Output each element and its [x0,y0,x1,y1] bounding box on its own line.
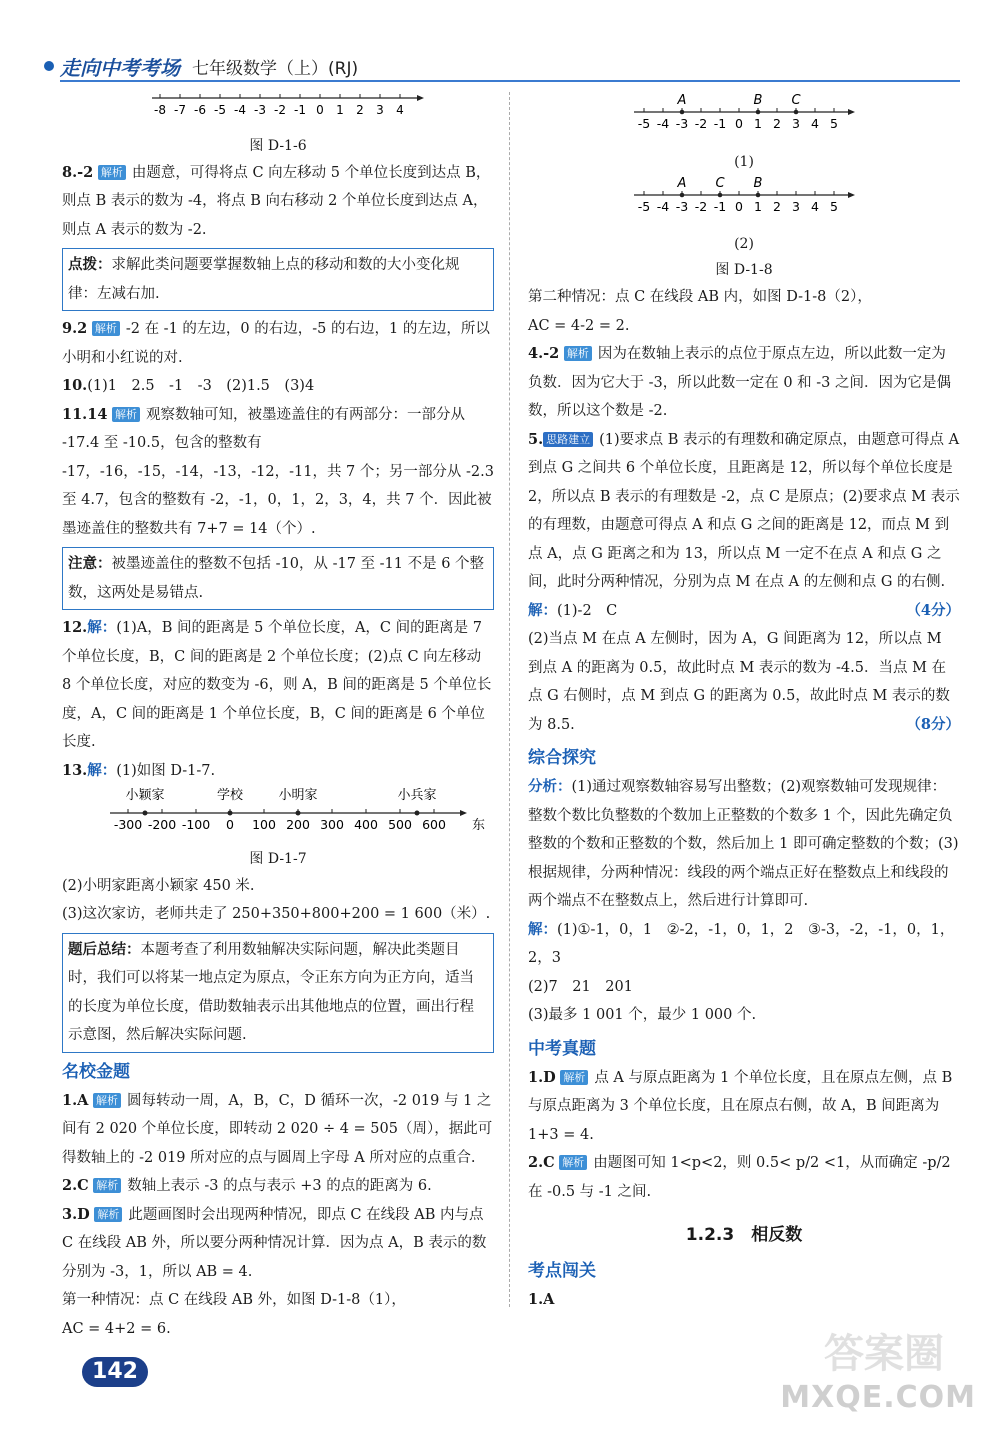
point [794,110,799,115]
tip-box [62,248,494,311]
number-line-d17 [62,785,494,835]
exam-answer-2: 2.C 解析 由题图可知 1<p<2，则 0.5< p/2 <1，从而确定 -p/2 在 -0.5 与 -1 之间. [528,1154,951,1200]
gold-answer-3-case2: 第二种情况：点 C 在线段 AB 内，如图 D-1-8（2）， [528,289,872,305]
section-heading-comprehensive: 综合探究 [528,748,596,768]
explore-analysis: 分析：(1)通过观察数轴容易写出整数；(2)观察数轴可发现规律：整数个数比负整数的个数加上正整数的个数多 1 个，因此先确定负整数的个数和正整数的个数，然后加上 1 即可确定整数的个数；(3)根据规律，分两种情况：线段的两个端点正好在整数点上和线段的两个端点不在整数点上，然后进行计算即可. [528,779,959,909]
section-heading-famous-school: 名校金题 [62,1061,130,1082]
tick-label: -1 [713,198,727,214]
east-label: 东 [472,818,486,833]
score-8: （8分） [906,715,960,733]
tick-label: -7 [174,103,186,117]
place-label: 小兵家 [397,788,437,803]
gold-answer-2: 2.C 解析 数轴上表示 -3 的点与表示 +3 的点的距离为 6. [62,1177,432,1194]
tick-label: 2 [773,198,781,214]
column-divider [509,92,510,1307]
analysis-tag: 解析 [93,1093,121,1108]
figure-caption-d17: 图 D-1-7 [249,850,307,867]
point [680,110,685,115]
bullet-icon [44,61,54,71]
tick-label: -3 [254,103,266,117]
tick-label: 1 [754,116,762,131]
tick-label: 4 [811,116,819,131]
tick-label: 300 [320,817,344,832]
tick-label: 0 [735,116,743,131]
tick-label: -3 [675,198,689,214]
answer-11: 11.14 解析 观察数轴可知，被墨迹盖住的有两部分：一部分从 -17.4 至 -10.5，包含的整数有 -17，-16，-15，-14，-13，-12，-11，共 7 个；另一部分从 -2.3 至 4.7，包含的整数有 -2，-1，0，1，2，3，4，共 7 个．因此被墨迹盖住的整数共有 7+7 = 14（个）. [62,405,494,537]
answer-12: 12.解：(1)A，B 间的距离是 5 个单位长度，A，C 间的距离是 7 个单位长度，B，C 间的距离是 2 个单位长度；(2)点 C 向左移动 8 个单位长度，对应的数变为 -6，则 A，B 间的距离是 5 个单位长度，A，C 间的距离是 1 个单位长度，B，C 间的距离是 6 个单位长度. [62,619,492,750]
tick-label: -6 [194,103,206,117]
point [718,192,723,197]
tick-label: 4 [811,198,819,214]
tick-label: -1 [294,103,306,117]
tick-label: 600 [422,817,446,832]
section-heading-checkpoint: 考点闯关 [528,1261,596,1281]
tick-label: -100 [181,817,211,832]
left-column [62,92,494,1343]
gold-answer-3-result2: AC = 4-2 = 2. [528,317,630,334]
tick-label: -4 [656,198,670,214]
tick-label: -5 [637,116,651,131]
gold-answer-5-sol1: 解：(1)-2 C （4分） [528,597,960,626]
explore-solution-2: (2)7 21 201 [528,978,633,995]
number-line-d16 [62,92,494,122]
point [680,192,685,197]
place-point [143,811,148,816]
book-subtitle: 七年级数学（上）(RJ) [192,58,359,79]
tick-label: 1 [336,103,344,117]
book-title: 走向中考考场 [60,55,180,80]
point-label: C [715,175,725,191]
point [756,192,761,197]
page-header [44,52,358,80]
gold-answer-3-case1: 第一种情况：点 C 在线段 AB 外，如图 D-1-8（1）， [62,1292,406,1308]
score-4: （4分） [906,601,960,619]
figure-sub-2: (2) [734,236,754,252]
tick-label: 200 [286,817,310,832]
analysis-tag: 解析 [92,321,120,336]
answer-13-part2: (2)小明家距离小颖家 450 米. [62,877,255,894]
tick-label: 4 [396,103,404,117]
tick-label: -4 [656,116,670,131]
place-point [415,811,420,816]
watermark-site: MXQE.COM [780,1380,976,1415]
place-point [296,811,301,816]
analysis-tag: 解析 [564,346,592,361]
tick-label: 2 [773,116,781,131]
tip-head: 点拨： [68,257,112,273]
point-label: B [753,93,763,108]
tick-label: -2 [694,116,708,131]
answer-9: 9.2 解析 -2 在 -1 的左边，0 的右边，-5 的右边，1 的左边，所以小明和小红说的对. [62,320,490,366]
tick-label: 100 [252,817,276,832]
number-line-d18-2 [528,175,960,221]
place-label: 学校 [216,788,244,803]
gold-answer-3: 3.D 解析 此题画图时会出现两种情况，即点 C 在线段 AB 内与点 C 在线段 AB 外，所以要分两种情况计算．因为点 A，B 表示的数分别为 -3，1，所以 AB = 4. [62,1205,487,1280]
tick-label: -300 [113,817,143,832]
point-label: A [677,175,687,191]
tick-label: 0 [735,198,743,214]
answer-value: -2 [77,163,94,181]
tick-label: 0 [316,103,324,117]
tick-label: 3 [792,198,800,214]
gold-answer-5-sol2: (2)当点 M 在点 A 左侧时，因为 A，G 间距离为 12，所以点 M 到点 A 的距离为 0.5，故此时点 M 表示的数为 -4.5．当点 M 在点 G 右侧时，点 M 到点 G 的距离为 0.5，故此时点 M 表示的数为 8.5. （8分） [528,625,960,739]
analysis-tag: 解析 [93,1178,121,1193]
summary-box: 题后总结：本题考查了利用数轴解决实际问题，解决此类题目时，我们可以将某一地点定为原点，令正东方向为正方向，适当的长度为单位长度，借助数轴表示出其他地点的位置，画出行程示意图，然后解决实际问题. [62,933,494,1053]
tick-label: 1 [754,198,762,214]
gold-answer-4: 4.-2 解析 因为在数轴上表示的点位于原点左边，所以此数一定为负数．因为它大于 -3，所以此数一定在 0 和 -3 之间．因为它是偶数，所以这个数是 -2. [528,345,952,419]
section-title-123: 1.2.3 相反数 [685,1225,803,1245]
watermark-logo: 答案圈 [824,1331,944,1377]
answer-13-part3: (3)这次家访，老师共走了 250+350+800+200 = 1 600（米）. [62,906,491,922]
header-rule [60,80,960,82]
answer-8 [62,159,494,245]
tick-label: -2 [274,103,286,117]
gold-answer-1: 1.A 解析 圆每转动一周，A，B，C，D 循环一次，-2 019 与 1 之间有 2 020 个单位长度，即转动 2 020 ÷ 4 = 505（周），据此可得数轴上的 -2 019 所对应的点与圆周上字母 A 所对应的点重合. [62,1091,493,1166]
tick-label: -2 [694,198,708,214]
answer-10: 10.(1)1 2.5 -1 -3 (2)1.5 (3)4 [62,377,315,394]
tick-label: -3 [675,116,689,131]
explore-solution-1: 解：(1)①-1，0，1 ②-2，-1，0，1，2 ③-3，-2，-1，0，1，2，3 [528,921,955,966]
answer-13: 13.解：(1)如图 D-1-7. [62,761,216,779]
figure-sub-1: (1) [734,153,754,170]
tick-label: 3 [376,103,384,117]
place-point [228,811,233,816]
explore-solution-3: (3)最多 1 001 个，最少 1 000 个. [528,1007,757,1023]
figure-caption-d16: 图 D-1-6 [249,137,307,154]
place-label: 小颖家 [125,788,165,803]
exam-answer-1: 1.D 解析 点 A 与原点距离为 1 个单位长度，且在原点左侧，点 B 与原点距离为 3 个单位长度，且在原点右侧，故 A，B 间距离为 1+3 = 4. [528,1068,953,1143]
idea-tag: 思路建立 [543,432,593,447]
point-label: C [791,93,801,108]
tick-label: -4 [234,103,246,117]
analysis-tag: 解析 [112,407,140,422]
gold-answer-5: 5. 思路建立 (1)要求点 B 表示的有理数和确定原点，由题意可得点 A 到点 G 之间共 6 个单位长度，且距离是 12，所以每个单位长度是 2，所以点 B 表示的有理数是 -2，点 C 是原点；(2)要求点 M 表示的有理数，由题意可得点 A 和点 G 之间的距离是 12，而点 M 到点 A，点 G 距离之和为 13，所以点 M 一定不在点 A 和点 G 之间，此时分两种情况，分别为点 M 在点 A 的左侧和点 G 的右侧. [528,430,960,590]
gold-answer-3-result1: AC = 4+2 = 6. [62,1320,171,1337]
tip-text: 求解此类问题要掌握数轴上点的移动和数的大小变化规律：左减右加. [68,257,460,302]
note-box: 注意：被墨迹盖住的整数不包括 -10，从 -17 至 -11 不是 6 个整数，这两处是易错点. [62,547,494,610]
tick-label: 5 [830,116,838,131]
tick-label: 5 [830,198,838,214]
tick-label: -200 [147,817,177,832]
analysis-tag: 解析 [98,165,126,180]
question-number: 8. [62,163,78,181]
page-number: 142 [82,1357,148,1387]
tick-label: 0 [226,817,234,832]
tick-label: 400 [354,817,378,832]
analysis-tag: 解析 [560,1070,588,1085]
tick-label: -8 [154,103,166,117]
tick-label: -5 [637,198,651,214]
place-label: 小明家 [278,788,318,803]
tick-label: 3 [792,116,800,131]
section-heading-exam: 中考真题 [528,1038,596,1059]
checkpoint-answer-1: 1.A [528,1291,555,1308]
tick-label: -5 [214,103,226,117]
tick-label: 2 [356,103,364,117]
number-line-d18-1 [528,92,960,138]
tick-label: -1 [713,116,727,131]
tick-label: 500 [388,817,412,832]
analysis-tag: 解析 [94,1207,122,1222]
answer-text: 由题意，可得将点 C 向左移动 5 个单位长度到达点 B，则点 B 表示的数为 -4，将点 B 向右移动 2 个单位长度到达点 A，则点 A 表示的数为 -2. [62,164,491,238]
point-label: B [753,175,763,191]
figure-caption-d18: 图 D-1-8 [715,262,773,278]
right-column [528,92,960,1315]
point-label: A [677,93,687,108]
point [756,110,761,115]
analysis-tag: 解析 [559,1155,587,1170]
